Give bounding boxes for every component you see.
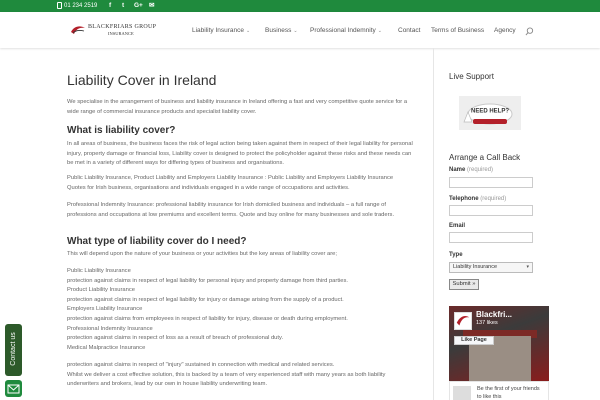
paragraph-liability-overview: In all areas of business, the business faces the risk of legal action being taken against them in respect of their legal liability for personal injury, property damage or financial loss, Liability cover is designed to protect the policyholder against these risks and these needs can be met in a variety of different ways for differing types of business and organisations.	[67, 141, 413, 167]
email-field[interactable]	[449, 232, 533, 243]
nav-label: Professional Indemnity	[310, 27, 376, 34]
paragraph-public-liability: Public Liability Insurance, Product Liability and Employers Liability Insurance : Public Liability and Employers Liability Insurance Quotes for Irish business, organisations and individuals engaged in a wide range of occupations and activities.	[67, 175, 394, 191]
phone-icon	[57, 2, 62, 9]
list-item: Professional Indemnity Insurance	[67, 325, 153, 332]
facebook-page-name[interactable]: Blackfri...	[476, 310, 513, 319]
name-field[interactable]	[449, 177, 533, 188]
chevron-down-icon: ⌄	[293, 28, 298, 34]
email-label: Email	[449, 223, 466, 229]
type-select-value: Liability Insurance	[453, 264, 498, 270]
page-title: Liability Cover in Ireland	[67, 72, 217, 88]
paragraph-cost-effective: Whilst we deliver a cost effective solution, this is backed by a team of very experienced staff with many years as both liability underwriters and brokers, lead by our own in house liability underwriting team.	[67, 371, 386, 388]
main-content	[67, 48, 413, 400]
paragraph-professional-indemnity: Professional Indemnity Insurance: professional liability insurance for Irish domiciled business and individuals – a full range of professions and occupations at low premiums and excellent terms. Quote and buy online for many businesses and sole traders.	[67, 202, 395, 218]
message-icon[interactable]	[5, 380, 22, 397]
list-item: protection against claims in respect of legal liability for personal injury and property damage from third parties.	[67, 277, 348, 284]
paragraph-medical: protection against claims in respect of "injury" sustained in connection with medical and related services.	[67, 362, 335, 368]
list-item: Public Liability Insurance	[67, 268, 131, 274]
list-item: protection against claims in respect of legal liability for injury or damage arising from the supply of a product.	[67, 296, 344, 303]
like-page-button[interactable]: Like Page	[454, 336, 494, 345]
type-label: Type	[449, 252, 463, 258]
paragraph-depends: This will depend upon the nature of your business or your activities but the key areas of liability cover are;	[67, 251, 338, 257]
google-plus-icon[interactable]: G+	[134, 2, 143, 9]
search-icon[interactable]	[525, 27, 534, 36]
facebook-likes: 137 likes	[476, 320, 498, 326]
nav-label: Contact	[398, 27, 421, 34]
need-help-badge[interactable]	[459, 96, 521, 130]
column-divider	[433, 48, 434, 400]
nav-professional-indemnity[interactable]	[310, 26, 382, 36]
telephone-label	[449, 195, 506, 203]
nav-label: Agency	[494, 27, 516, 34]
name-label-text: Name	[449, 167, 466, 173]
callback-heading: Arrange a Call Back	[449, 153, 521, 162]
required-note: (required)	[467, 167, 494, 173]
contact-us-label: Contact us	[10, 332, 17, 366]
site-header	[0, 12, 600, 48]
logo-sub: INSURANCE	[108, 31, 134, 36]
facebook-icon[interactable]: f	[109, 2, 112, 9]
intro-paragraph: We specialise in the arrangement of business and liability insurance in Ireland offering a fast and very competitive quote service for a wide range of commercial insurance products and specialist liability cover.	[67, 99, 408, 115]
site-logo[interactable]	[70, 24, 170, 38]
list-item: protection against claims in respect of loss as a result of breach of professional duty.	[67, 335, 284, 342]
chevron-down-icon: ⌄	[246, 28, 251, 34]
nav-label: Business	[265, 27, 292, 34]
submit-button[interactable]: Submit »	[449, 279, 479, 290]
section-heading-what-is: What is liability cover?	[67, 125, 176, 136]
live-support-heading: Live Support	[449, 72, 494, 81]
phone-number[interactable]: 01 234 2519	[64, 3, 98, 9]
friend-thumbnail	[453, 386, 471, 400]
logo-name: BLACKFRIARS GROUP	[88, 24, 157, 30]
logo-mark	[455, 313, 471, 329]
nav-contact[interactable]	[398, 26, 420, 36]
facebook-widget	[449, 306, 549, 400]
telephone-field[interactable]	[449, 205, 533, 216]
nav-terms-of-business[interactable]	[431, 26, 484, 36]
need-help-text: NEED HELP?	[470, 108, 510, 115]
email-icon[interactable]: ✉	[149, 2, 155, 9]
chevron-down-icon: ⌄	[377, 28, 382, 34]
list-item: Product Liability Insurance	[67, 287, 135, 294]
chevron-down-icon: ▾	[526, 264, 529, 270]
facebook-friends-text: Be the first of your friends to like this	[477, 386, 540, 400]
section-heading-what-type: What type of liability cover do I need?	[67, 236, 247, 247]
facebook-page-thumbnail[interactable]	[454, 312, 472, 330]
nav-agency[interactable]	[494, 26, 516, 36]
nav-liability-insurance[interactable]	[192, 26, 250, 36]
top-bar	[0, 0, 600, 12]
twitter-icon[interactable]: t	[122, 2, 125, 9]
contact-us-tab[interactable]	[5, 324, 22, 376]
nav-label: Terms of Business	[431, 27, 485, 34]
telephone-label-text: Telephone	[449, 196, 479, 202]
logo-mark	[70, 25, 86, 35]
list-item: Medical Malpractice Insurance	[67, 344, 146, 351]
type-select[interactable]	[449, 262, 533, 273]
name-label	[449, 166, 493, 174]
required-note: (required)	[480, 196, 507, 202]
nav-business[interactable]	[265, 26, 298, 36]
list-item: Employers Liability Insurance	[67, 306, 143, 313]
list-item: protection against claims from employees in respect of liability for injury, disease or death during employment.	[67, 316, 348, 322]
nav-label: Liability Insurance	[192, 27, 245, 34]
envelope-icon	[5, 380, 22, 397]
